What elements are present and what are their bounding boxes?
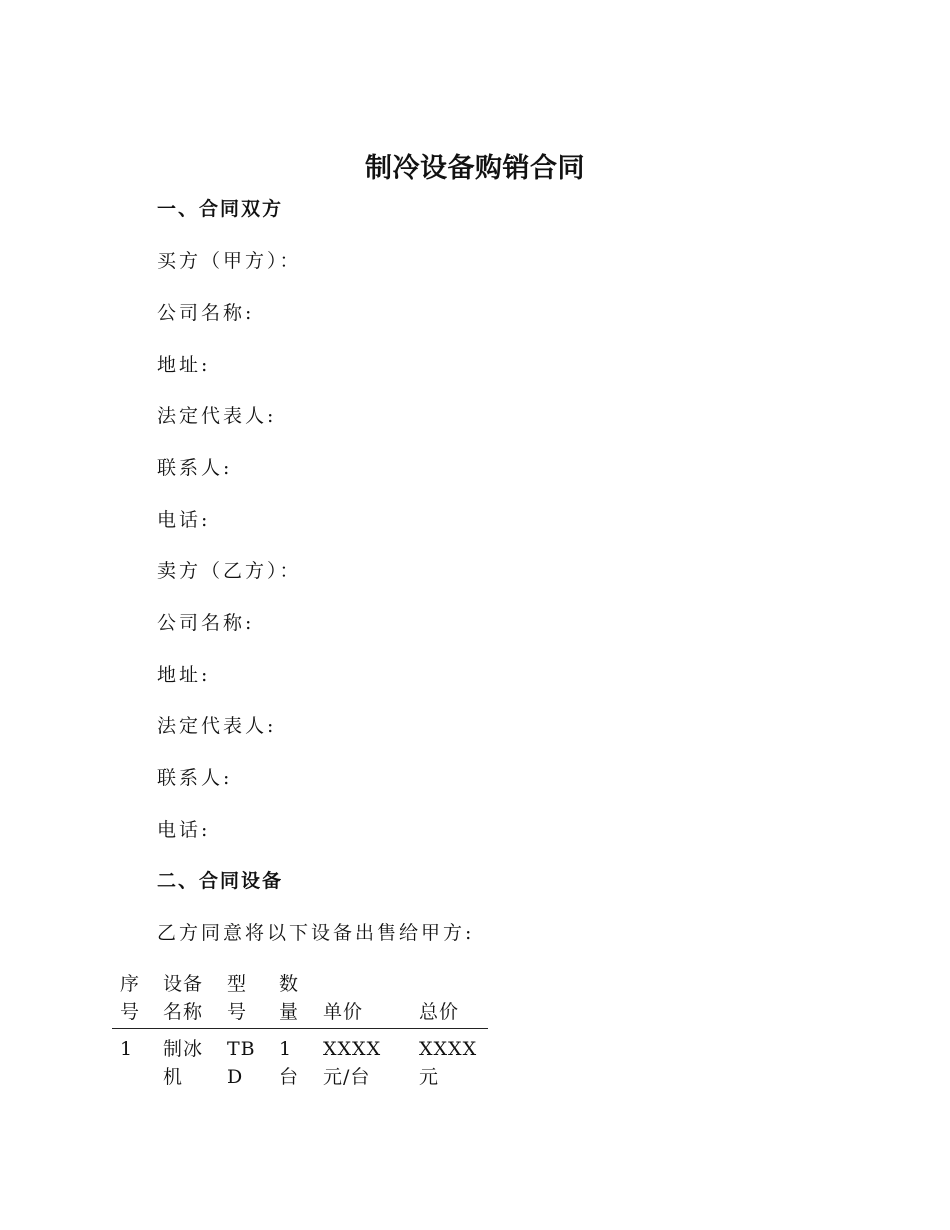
seller-legal-rep: 法定代表人: [157, 715, 277, 737]
cell-device-name: 制冰机 [163, 1038, 204, 1088]
buyer-company-name: 公司名称: [157, 302, 255, 324]
equipment-table [112, 968, 488, 1095]
section-heading-equipment: 二、合同设备 [157, 870, 284, 892]
header-index: 序号 [120, 973, 141, 1023]
buyer-phone: 电话: [157, 509, 211, 531]
cell-total-price: XXXX元 [419, 1038, 478, 1088]
table-header-row [112, 968, 488, 1029]
buyer-contact: 联系人: [157, 457, 233, 479]
seller-address: 地址: [157, 664, 211, 686]
seller-label: 卖方（乙方）： [157, 560, 302, 582]
cell-index: 1 [120, 1038, 134, 1060]
section-heading-parties: 一、合同双方 [157, 198, 284, 220]
document-title: 制冷设备购销合同 [365, 153, 585, 184]
header-total-price: 总价 [419, 1001, 460, 1023]
seller-contact: 联系人: [157, 767, 233, 789]
cell-quantity: 1台 [279, 1038, 300, 1088]
seller-company-name: 公司名称: [157, 612, 255, 634]
header-device-name: 设备名称 [163, 973, 204, 1023]
equipment-intro: 乙方同意将以下设备出售给甲方: [157, 922, 475, 944]
seller-phone: 电话: [157, 819, 211, 841]
header-unit-price: 单价 [323, 1001, 364, 1023]
buyer-label: 买方（甲方）： [157, 250, 302, 272]
table-row [112, 1029, 488, 1095]
cell-unit-price: XXXX元/台 [323, 1038, 382, 1088]
buyer-legal-rep: 法定代表人: [157, 405, 277, 427]
buyer-address: 地址: [157, 354, 211, 376]
header-model: 型号 [227, 973, 248, 1023]
cell-model: TBD [227, 1038, 256, 1088]
header-quantity: 数量 [279, 973, 300, 1023]
